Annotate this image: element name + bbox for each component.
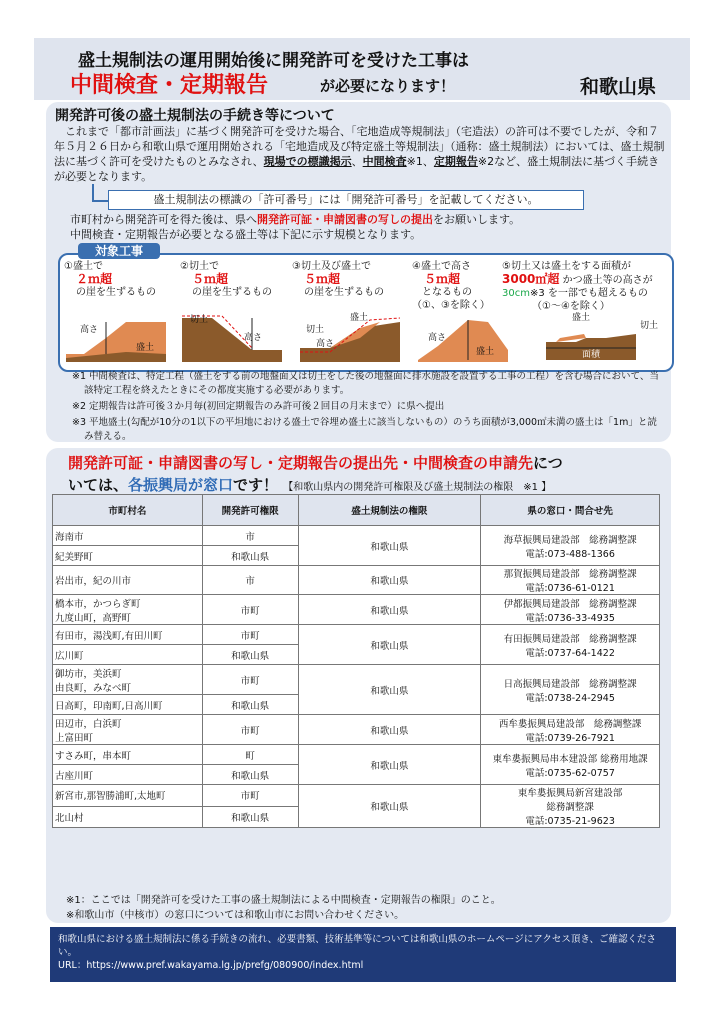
- table-row: [53, 715, 660, 745]
- cell-municipality: 広川町: [53, 645, 203, 665]
- cell-mori-authority: 和歌山県: [298, 625, 481, 665]
- contact-office: 有田振興局建設部 総務調整課: [503, 633, 637, 645]
- cell-municipality: 海南市: [53, 526, 203, 546]
- cell-municipality: 日高町，印南町,日高川町: [53, 695, 203, 715]
- contact-office: 海草振興局建設部 総務調整課: [503, 534, 637, 546]
- target-works-tab: 対象工事: [78, 243, 160, 259]
- table-row: [53, 595, 660, 625]
- diagram3-label-cut: 切土: [306, 325, 325, 335]
- table-row: [53, 665, 660, 695]
- header-title: 盛土規制法の運用開始後に開発許可を受けた工事は: [78, 51, 469, 71]
- cell-mori-authority: 和歌山県: [298, 595, 481, 625]
- diagram5-label-fill: 盛土: [572, 313, 591, 323]
- cell-dev-authority: 和歌山県: [202, 765, 298, 785]
- footer-url[interactable]: URL：https://www.pref.wakayama.lg.jp/prefg/080900/index.html: [58, 960, 364, 971]
- cell-mori-authority: 和歌山県: [298, 566, 481, 595]
- cell-contact: [481, 595, 660, 625]
- contact-tel: 電話:0735-21-9623: [525, 816, 615, 827]
- contact-tel: 電話:0736-61-0121: [525, 583, 615, 594]
- table-row: [53, 566, 660, 595]
- cell-dev-authority: 市町: [202, 715, 298, 745]
- table-row: [53, 526, 660, 546]
- cell-dev-authority: 和歌山県: [202, 546, 298, 566]
- cell-contact: [481, 566, 660, 595]
- diagram4-label-height: 高さ: [428, 333, 447, 343]
- contact-tel: 電話:0738-24-2945: [525, 692, 615, 704]
- cell-contact: [481, 715, 660, 745]
- cell-contact: [481, 785, 660, 828]
- cell-dev-authority: 町: [202, 745, 298, 765]
- footnotes-section2: ※1：ここでは「開発許可を受けた工事の盛土規制法による中間検査・定期報告の権限」のこと。 ※和歌山市（中核市）の窓口については和歌山市にお問い合わせください。: [66, 895, 501, 921]
- cell-dev-authority: 市町: [202, 625, 298, 645]
- cell-dev-authority: 和歌山県: [202, 695, 298, 715]
- contact-office: 日高振興局建設部 総務調整課: [503, 678, 637, 690]
- footer-info: [50, 927, 676, 982]
- contact-office: 那賀振興局建設部 総務調整課: [503, 569, 637, 580]
- cell-mori-authority: 和歌山県: [298, 745, 481, 785]
- table-row: [53, 745, 660, 765]
- cell-dev-authority: 和歌山県: [202, 806, 298, 828]
- cell-contact: [481, 665, 660, 715]
- header-emphasis: 中間検査・定期報告: [70, 73, 269, 98]
- cell-dev-authority: 和歌山県: [202, 645, 298, 665]
- section2-title: 開発許可証・申請図書の写し・定期報告の提出先・中間検査の申請先につ いては、各振興局が窓口です！ 【和歌山県内の開発許可権限及び盛土規制法の権限 ※1 】: [68, 454, 563, 494]
- cell-municipality: 御坊市，美浜町 由良町，みなべ町: [53, 665, 203, 695]
- prefecture-name: 和歌山県: [580, 76, 657, 98]
- section1-title: 開発許可後の盛土規制法の手続き等について: [55, 108, 335, 124]
- case-1: ①盛土で ２ｍ超 の崖を生ずるもの: [64, 261, 156, 298]
- cell-dev-authority: 市町: [202, 595, 298, 625]
- cell-dev-authority: 市: [202, 566, 298, 595]
- diagram2-label-height: 高さ: [244, 333, 263, 343]
- diagram4-label-fill: 盛土: [476, 347, 495, 357]
- diagram3-label-fill: 盛土: [350, 313, 369, 323]
- table-row: [53, 785, 660, 807]
- case-2: ②切土で ５ｍ超 の崖を生ずるもの: [180, 261, 272, 298]
- cell-municipality: 田辺市，白浜町 上富田町: [53, 715, 203, 745]
- permit-number-note: 盛土規制法の標識の「許可番号」には「開発許可番号」を記載してください。: [108, 190, 584, 210]
- case-4: ④盛土で高さ ５ｍ超 となるもの （①、③を除く）: [412, 261, 490, 311]
- contact-tel: 電話:0735-62-0757: [525, 767, 615, 779]
- contact-tel: 電話:0736-33-4935: [525, 612, 615, 624]
- contact-office: 伊都振興局建設部 総務調整課: [503, 598, 637, 610]
- cell-mori-authority: 和歌山県: [298, 526, 481, 566]
- note-bracket: [92, 184, 108, 202]
- cell-contact: [481, 745, 660, 785]
- header-suffix: が必要になります！: [320, 77, 456, 95]
- diagram5-label-area: 面積: [582, 350, 601, 360]
- case-5: ⑤切土又は盛土をする面積が 3000㎡超 かつ盛土等の高さが30cm※3 を一部でも超えるもの （①～④を除く）: [502, 261, 653, 312]
- cell-dev-authority: 市町: [202, 665, 298, 695]
- section1-paragraph: これまで「都市計画法」に基づく開発許可を受けた場合、「宅地造成等規制法」（宅造法）の許可は不要でしたが、令和７年５月２６日から和歌山県で運用開始される「宅地造成及び特定盛土等規制法」（通称：盛土規制法）においては、盛土規制法に基づく許可を受けたものとみなされ、現場での標識掲示、中間検査※1、定期報告※2など、盛土規制法に基づく手続きが必要となります。: [54, 125, 665, 183]
- cell-dev-authority: 市町: [202, 785, 298, 807]
- cell-mori-authority: 和歌山県: [298, 665, 481, 715]
- diagram-fill-2m: [66, 308, 166, 362]
- contact-office: 東牟婁振興局新宮建設部 総務調整課: [517, 788, 623, 813]
- diagram2-label-cut: 切土: [190, 315, 209, 325]
- contact-tel: 電話:0739-26-7921: [525, 732, 615, 744]
- col-header-municipality: 市町村名: [53, 495, 203, 526]
- diagram5-label-cut: 切土: [640, 321, 659, 331]
- cell-municipality: 岩出市，紀の川市: [53, 566, 203, 595]
- cell-municipality: 古座川町: [53, 765, 203, 785]
- contact-tel: 電話:073-488-1366: [525, 548, 615, 560]
- cell-municipality: 紀美野町: [53, 546, 203, 566]
- table-row: [53, 625, 660, 645]
- diagram3-label-height: 高さ: [316, 339, 335, 349]
- col-header-mori-authority: 盛土規制法の権限: [298, 495, 481, 526]
- col-header-dev-authority: 開発許可権限: [202, 495, 298, 526]
- case-3: ③切土及び盛土で ５ｍ超 の崖を生ずるもの: [292, 261, 384, 298]
- cell-municipality: 新宮市,那智勝浦町,太地町: [53, 785, 203, 807]
- cell-dev-authority: 市: [202, 526, 298, 546]
- contact-office: 西牟婁振興局建設部 総務調整課: [498, 718, 642, 730]
- contact-office: 東牟婁振興局串本建設部 総務用地課: [492, 753, 648, 765]
- contacts-table: [52, 494, 660, 828]
- cell-contact: [481, 526, 660, 566]
- footnotes-section1: ※1 中間検査は、特定工程（盛土をする前の地盤面又は切土をした後の地盤面に排水施設を設置する工事の工程）を含む場合において、当該特定工程を終えたときにその都度実施する必要があります。 ※2 定期報告は許可後３か月毎(初回定期報告のみ許可後２回目の月末まで）に県へ提出 ※3 平地盛土(勾配が10分の1以下の平坦地における盛土で谷埋め盛土に該当しないもの）のうち面積が3,000㎡未満の盛土は「1m」と読み替える。: [72, 371, 659, 442]
- cell-municipality: 有田市，湯浅町,有田川町: [53, 625, 203, 645]
- footer-text: 和歌山県における盛土規制法に係る手続きの流れ、必要書類、技術基準等については和歌山県のホームページにアクセス頂き、ご確認ください。: [58, 934, 657, 958]
- section1-paragraph2: 市町村から開発許可を得た後は、県へ開発許可証・申請図書の写しの提出をお願いします。 中間検査・定期報告が必要となる盛土等は下記に示す規模となります。: [70, 213, 521, 241]
- contact-tel: 電話:0737-64-1422: [525, 647, 615, 659]
- cell-contact: [481, 625, 660, 665]
- cell-mori-authority: 和歌山県: [298, 715, 481, 745]
- diagram1-label-fill: 盛土: [136, 343, 155, 353]
- cell-municipality: 橋本市，かつらぎ町 九度山町，高野町: [53, 595, 203, 625]
- col-header-contact: 県の窓口・問合せ先: [481, 495, 660, 526]
- cell-mori-authority: 和歌山県: [298, 785, 481, 828]
- cell-municipality: すさみ町，串本町: [53, 745, 203, 765]
- cell-municipality: 北山村: [53, 806, 203, 828]
- diagram1-label-height: 高さ: [80, 325, 99, 335]
